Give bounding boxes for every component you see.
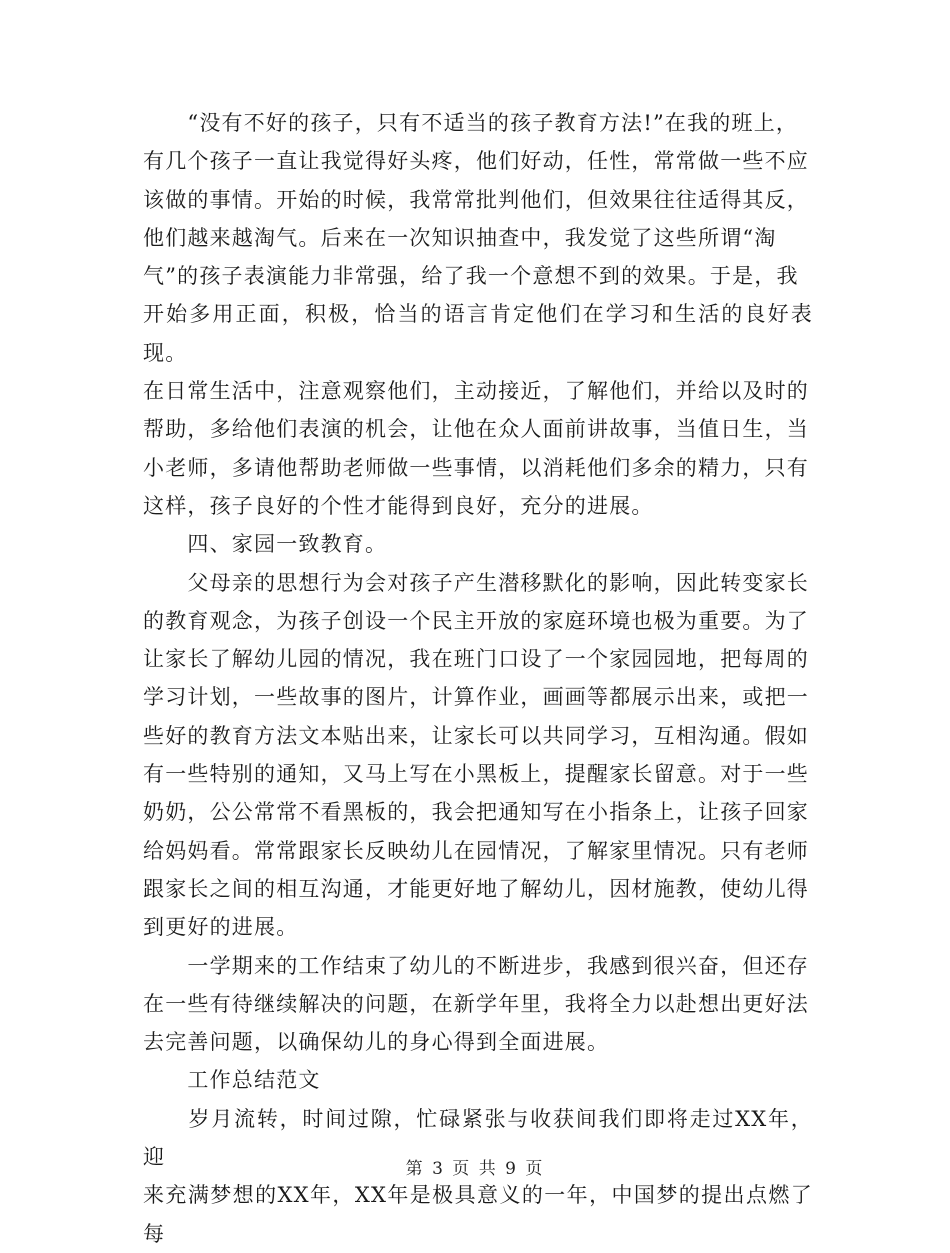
text-line: 一学期来的工作结束了幼儿的不断进步，我感到很兴奋，但还存	[143, 953, 809, 978]
text-line: 有几个孩子一直让我觉得好头疼，他们好动，任性，常常做一些不应	[143, 149, 809, 174]
text-line: 气”的孩子表演能力非常强，给了我一个意想不到的效果。于是，我	[143, 264, 799, 289]
text-line: 到更好的进展。	[143, 915, 299, 940]
text-line: 小老师，多请他帮助老师做一些事情，以消耗他们多余的精力，只有	[143, 455, 809, 480]
text-line: 些好的教育方法文本贴出来，让家长可以共同学习，互相沟通。假如	[143, 723, 809, 748]
text-line: 给妈妈看。常常跟家长反映幼儿在园情况，了解家里情况。只有老师	[143, 838, 809, 863]
text-line: 的教育观念，为孩子创设一个民主开放的家庭环境也极为重要。为了	[143, 608, 809, 633]
document-body	[143, 104, 813, 1253]
text-line: 帮助，多给他们表演的机会，让他在众人面前讲故事，当值日生，当	[143, 417, 809, 442]
text-line: “没有不好的孩子，只有不适当的孩子教育方法!”在我的班上，	[143, 111, 799, 135]
text-line: 开始多用正面，积极，恰当的语言肯定他们在学习和生活的良好表现。	[143, 302, 813, 365]
text-line: 来充满梦想的XX年，XX年是极具意义的一年，中国梦的提出点燃了每	[143, 1183, 813, 1246]
text-line: 父母亲的思想行为会对孩子产生潜移默化的影响，因此转变家长	[143, 570, 809, 595]
page-number-footer: 第 3 页 共 9 页	[405, 1159, 545, 1179]
text-line: 奶奶，公公常常不看黑板的，我会把通知写在小指条上，让孩子回家	[143, 800, 809, 825]
text-line: 他们越来越淘气。后来在一次知识抽查中，我发觉了这些所谓“淘	[143, 225, 777, 250]
text-line: 跟家长之间的相互沟通，才能更好地了解幼儿，因材施教，使幼儿得	[143, 876, 809, 901]
text-line: 在日常生活中，注意观察他们，主动接近，了解他们，并给以及时的	[143, 379, 809, 404]
text-line: 在一些有待继续解决的问题，在新学年里，我将全力以赴想出更好法	[143, 991, 809, 1016]
text-line: 岁月流转，时间过隙，忙碌紧张与收获间我们即将走过XX年，迎	[143, 1106, 813, 1170]
section-heading: 四、家园一致教育。	[143, 532, 388, 557]
text-line: 学习计划，一些故事的图片，计算作业，画画等都展示出来，或把一	[143, 685, 809, 710]
text-line: 该做的事情。开始的时候，我常常批判他们，但效果往往适得其反，	[143, 187, 809, 212]
text-line: 去完善问题，以确保幼儿的身心得到全面进展。	[143, 1030, 610, 1055]
text-line: 有一些特别的通知，又马上写在小黑板上，提醒家长留意。对于一些	[143, 762, 809, 787]
section-heading: 工作总结范文	[143, 1068, 321, 1093]
text-line: 让家长了解幼儿园的情况，我在班门口设了一个家园园地，把每周的	[143, 647, 809, 672]
text-line: 这样，孩子良好的个性才能得到良好，充分的进展。	[143, 493, 654, 518]
